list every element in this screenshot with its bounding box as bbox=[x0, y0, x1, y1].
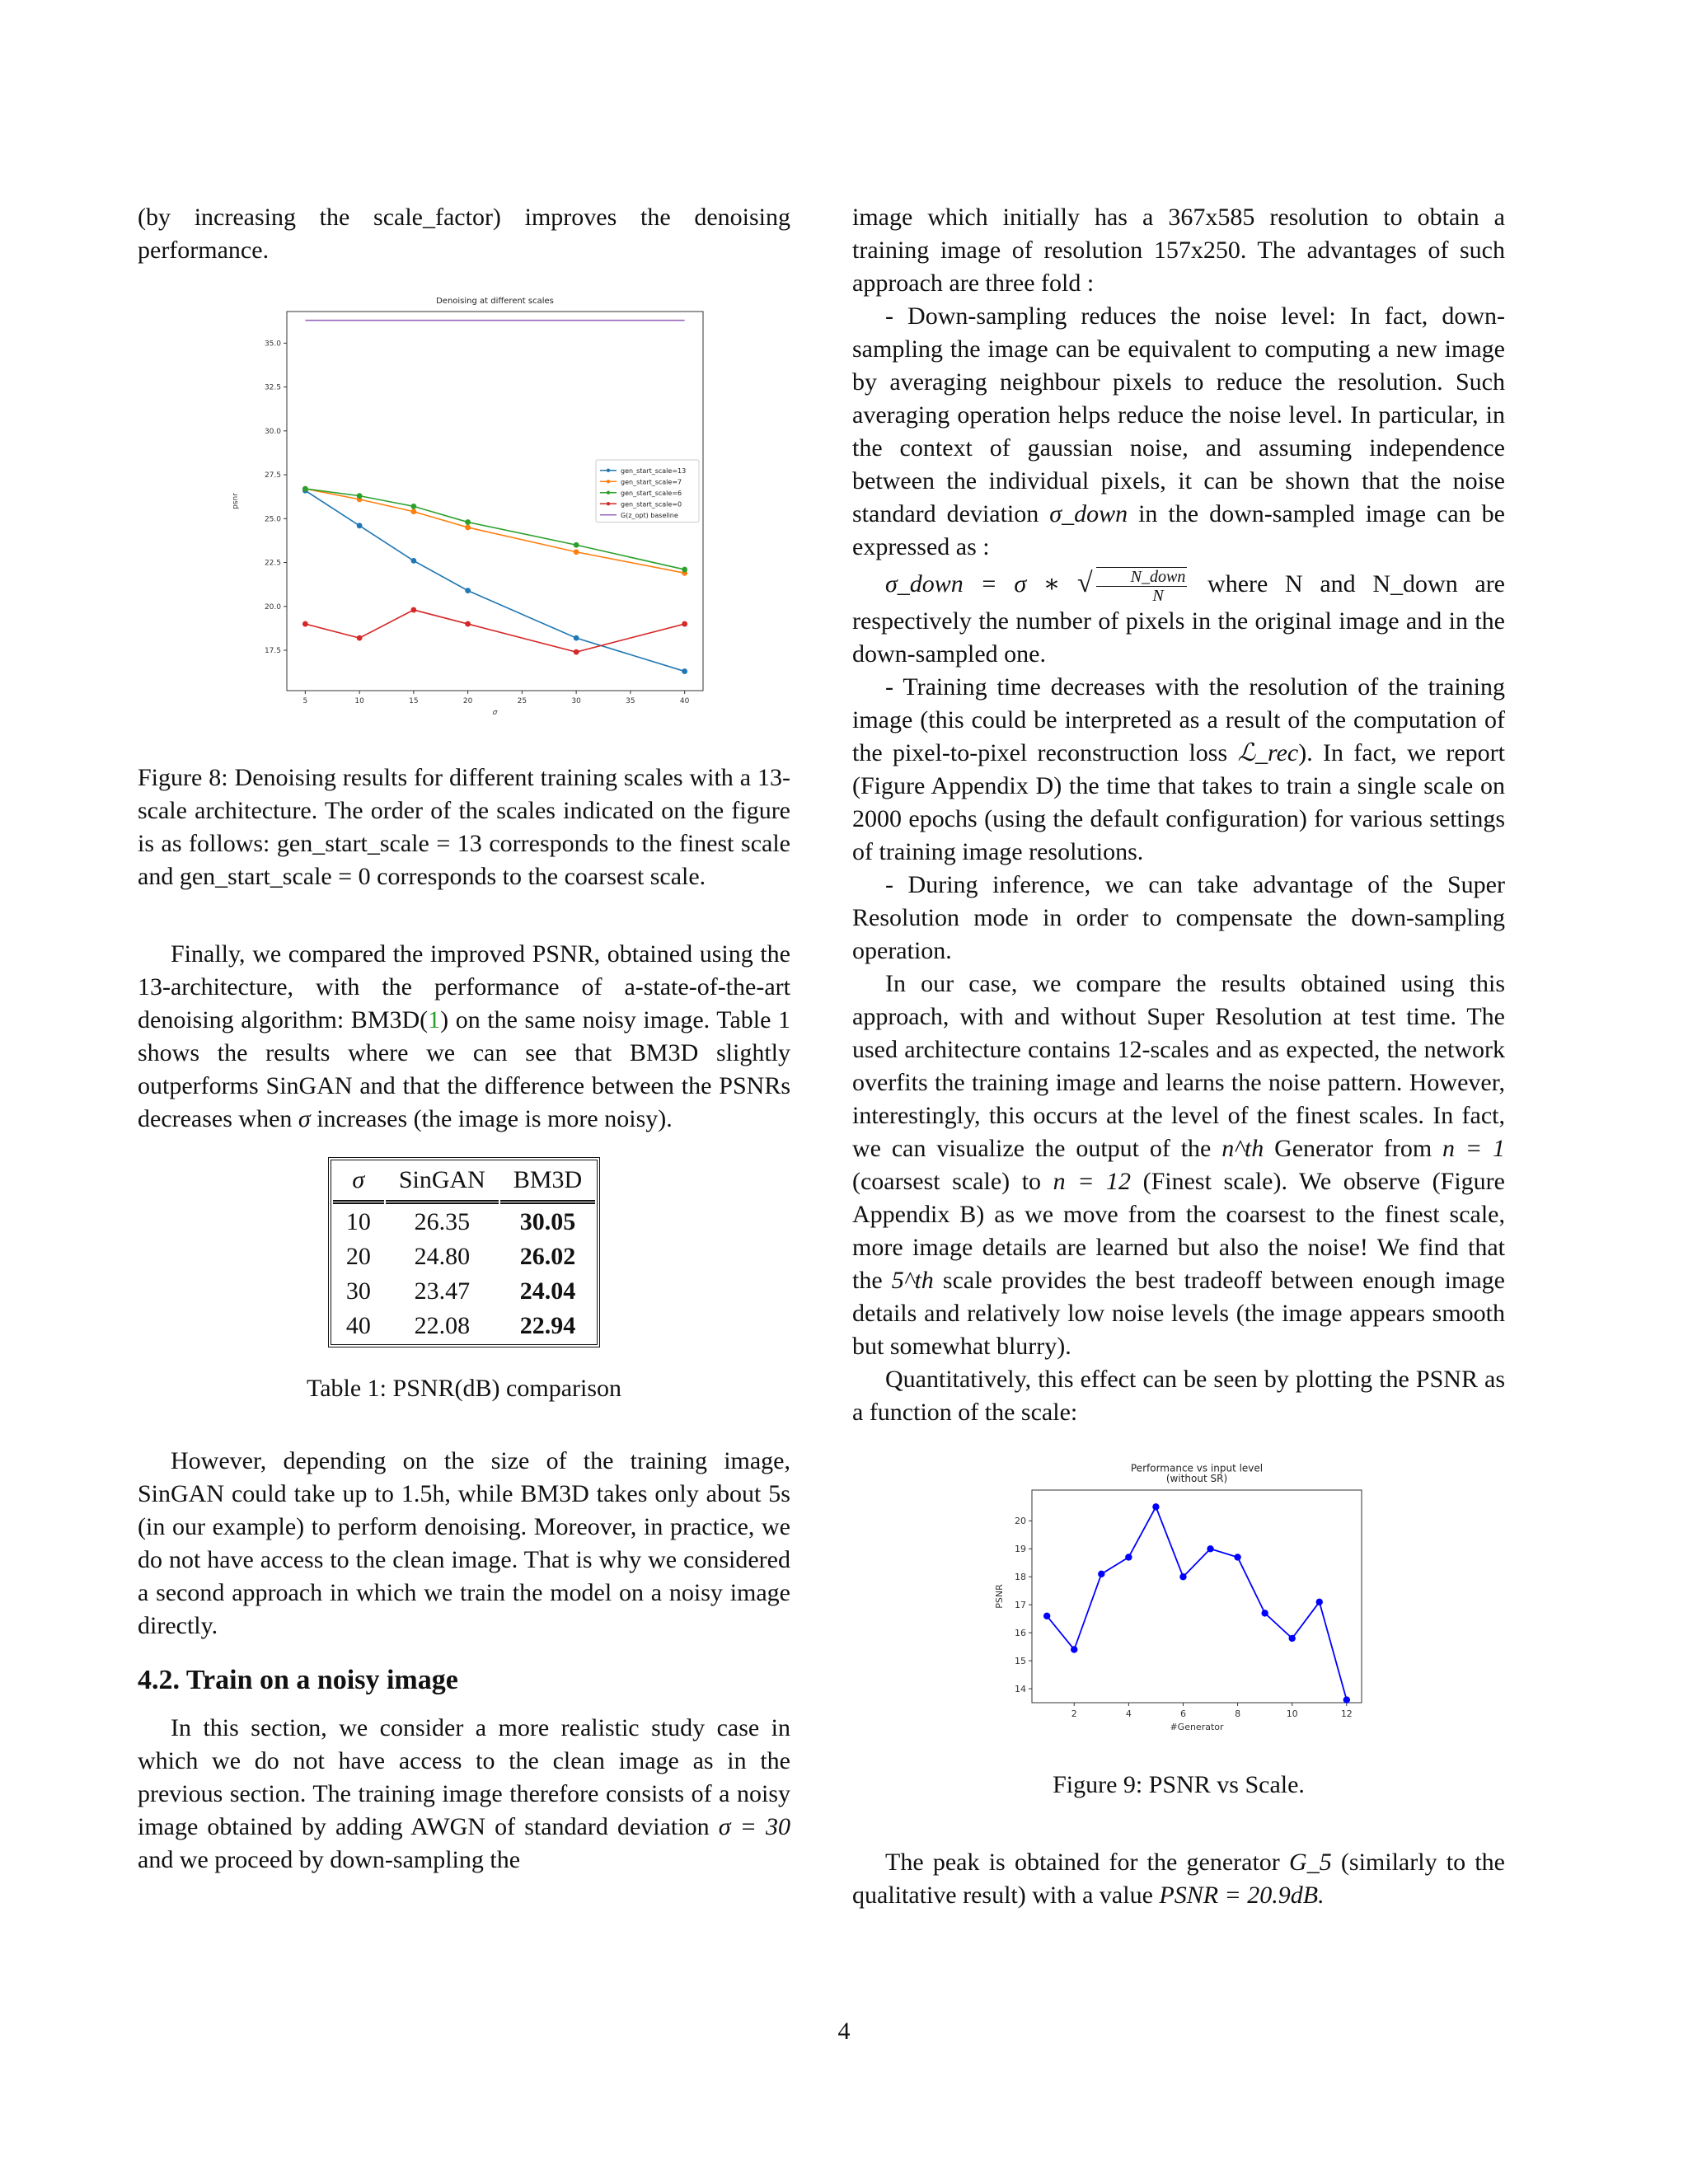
y-tick-label: 35.0 bbox=[264, 340, 281, 349]
data-point bbox=[410, 607, 416, 613]
chart-title: Denoising at different scales bbox=[436, 297, 554, 306]
paragraph-resolution: image which initially has a 367x585 resolution to obtain a training image of resolution 157x250. The advantages of such approach are three fold : bbox=[852, 204, 1505, 297]
y-tick-label: 17 bbox=[1015, 1600, 1026, 1611]
table-cell: 30.05 bbox=[519, 1208, 576, 1235]
data-point bbox=[1179, 1573, 1186, 1580]
x-tick-label: 30 bbox=[571, 697, 581, 705]
x-tick-label: 20 bbox=[462, 697, 473, 705]
y-tick-label: 17.5 bbox=[264, 647, 281, 656]
y-tick-label: 14 bbox=[1015, 1683, 1026, 1694]
data-point bbox=[302, 621, 308, 627]
table-cell: 26.02 bbox=[519, 1243, 576, 1270]
data-point bbox=[1152, 1503, 1159, 1510]
data-point bbox=[574, 549, 579, 555]
data-point bbox=[410, 558, 416, 564]
y-tick-label: 16 bbox=[1015, 1628, 1026, 1639]
data-point bbox=[465, 588, 471, 593]
left-column bbox=[138, 201, 790, 1877]
plot-frame bbox=[1032, 1490, 1362, 1703]
x-tick-label: 8 bbox=[1235, 1708, 1241, 1720]
y-tick-label: 18 bbox=[1015, 1572, 1026, 1583]
data-point bbox=[682, 621, 687, 627]
right-column bbox=[852, 201, 1505, 1912]
paragraph-training-time: - Training time decreases with the resolution of the training image (this could be interpreted as a result of the computation of the pixel-to-pixel reconstruction loss ℒ_rec). In fact, we report (Figure Appendix D) the time that takes to train a single scale on 2000 epochs (using the default configuration) for various settings of training image resolutions. bbox=[852, 673, 1505, 866]
data-point bbox=[1071, 1646, 1077, 1652]
legend-label: G(z_opt) baseline bbox=[621, 511, 678, 519]
table-row bbox=[333, 1275, 595, 1308]
figure-9-caption: Figure 9: PSNR vs Scale. bbox=[1053, 1771, 1305, 1799]
x-tick-label: 5 bbox=[302, 697, 308, 705]
y-tick-label: 32.5 bbox=[264, 383, 281, 392]
figure-9-chart bbox=[981, 1451, 1376, 1747]
page-number: 4 bbox=[837, 2018, 851, 2045]
data-point bbox=[410, 504, 416, 509]
paragraph-inference: - During inference, we can take advantage of the Super Resolution mode in order to compensate the down-sampling operation. bbox=[852, 871, 1505, 965]
x-axis-label: σ bbox=[492, 708, 498, 717]
y-tick-label: 25.0 bbox=[264, 515, 281, 524]
table-cell: 10 bbox=[345, 1208, 371, 1235]
figure-8-chart bbox=[209, 287, 720, 732]
legend-marker bbox=[607, 480, 610, 483]
x-axis-label: #Generator bbox=[1170, 1722, 1224, 1733]
psnr-table bbox=[328, 1157, 600, 1347]
paragraph-runtime: However, depending on the size of the training image, SinGAN could take up to 1.5h, while BM3D takes only about 5s (in our example) to perform denoising. Moreover, in practice, we do not have access to the clean image. That is why we considered a second approach in which we train the model on a noisy image directly. bbox=[138, 1447, 790, 1639]
equation-lhs: σ_down = σ ∗ bbox=[885, 570, 1061, 598]
chart-title: (without SR) bbox=[1165, 1473, 1228, 1485]
x-tick-label: 40 bbox=[679, 697, 690, 705]
chart-title: Performance vs input level bbox=[1130, 1462, 1264, 1474]
table-cell: 20 bbox=[345, 1243, 371, 1270]
table-row bbox=[333, 1240, 595, 1273]
figure-8-caption: Figure 8: Denoising results for different training scales with a 13-scale architecture. The order of the scales indicated on the figure is as follows: gen_start_scale = 13 corresponds to the finest scale and gen_start_scale = 0 corresponds to the coarsest scale. bbox=[138, 764, 790, 890]
data-point bbox=[465, 621, 471, 627]
paragraph-comparison: Finally, we compared the improved PSNR, obtained using the 13-architecture, with the performance of a-state-of-the-art denoising algorithm: BM3D(1) on the same noisy image. Table 1 shows the results where we can see that BM3D slightly outperforms SinGAN and that the difference between the PSNRs decreases when σ increases (the image is more noisy). bbox=[138, 940, 790, 1132]
x-tick-label: 10 bbox=[1286, 1708, 1298, 1720]
fraction: $\frac{\text{N\_down}}{N}$ bbox=[1096, 567, 1188, 605]
table-cell: 26.35 bbox=[414, 1208, 471, 1235]
legend-label: gen_start_scale=6 bbox=[621, 489, 682, 497]
data-point bbox=[1125, 1554, 1132, 1560]
table-header-bm3d: BM3D bbox=[500, 1162, 595, 1204]
data-point bbox=[1098, 1571, 1104, 1577]
data-point bbox=[1289, 1635, 1296, 1642]
series-line bbox=[1047, 1507, 1347, 1699]
data-point bbox=[465, 525, 471, 531]
paragraph-quantitative: Quantitatively, this effect can be seen by plotting the PSNR as a function of the scale: bbox=[852, 1366, 1505, 1427]
data-point bbox=[1261, 1610, 1268, 1616]
legend-label: gen_start_scale=7 bbox=[621, 478, 682, 486]
paragraph-intro: (by increasing the scale_factor) improves the denoising performance. bbox=[138, 204, 790, 264]
y-tick-label: 15 bbox=[1015, 1656, 1026, 1667]
data-point bbox=[410, 509, 416, 514]
table-cell: 22.08 bbox=[414, 1312, 471, 1339]
data-point bbox=[1343, 1697, 1350, 1704]
data-point bbox=[302, 486, 308, 492]
data-point bbox=[574, 635, 579, 641]
x-tick-label: 6 bbox=[1179, 1708, 1186, 1720]
data-point bbox=[1234, 1554, 1240, 1560]
legend-marker bbox=[607, 469, 610, 472]
y-tick-label: 20 bbox=[1015, 1516, 1026, 1527]
y-tick-label: 20.0 bbox=[264, 602, 281, 612]
data-point bbox=[1043, 1613, 1050, 1619]
data-point bbox=[357, 523, 363, 528]
paragraph-downsampling: - Down-sampling reduces the noise level: In fact, down-sampling the image can be equivalent to computing a new image by averaging neighbour pixels to reduce the resolution. Such averaging operation helps reduce the noise level. In particular, in the context of gaussian noise, and assuming independence between the individual pixels, it can be shown that the noise standard deviation σ_down in the down-sampled image can be expressed as : bbox=[852, 302, 1505, 560]
table-cell: 22.94 bbox=[519, 1312, 576, 1339]
legend-marker bbox=[607, 491, 610, 494]
x-tick-label: 12 bbox=[1340, 1708, 1353, 1720]
equation-line: σ_down = σ ∗ √ $\frac{\text{N\_down}}{N}$ where N and N_down are respectively the number of pixels in the original image and in the down-sampled one. bbox=[852, 568, 1505, 668]
table-cell: 24.80 bbox=[414, 1243, 471, 1270]
paragraph-peak: The peak is obtained for the generator G_5 (similarly to the qualitative result) with a value PSNR = 20.9dB. bbox=[852, 1849, 1505, 1910]
citation-link[interactable]: 1 bbox=[428, 1006, 441, 1033]
x-tick-label: 35 bbox=[626, 697, 635, 705]
legend-marker bbox=[607, 502, 610, 505]
sqrt-symbol: √ bbox=[1076, 568, 1093, 598]
y-tick-label: 30.0 bbox=[264, 427, 281, 436]
table-header-sigma: σ bbox=[333, 1162, 384, 1204]
data-point bbox=[465, 519, 471, 525]
y-tick-label: 27.5 bbox=[264, 471, 281, 480]
table-row bbox=[333, 1310, 595, 1343]
x-tick-label: 10 bbox=[354, 697, 364, 705]
y-tick-label: 19 bbox=[1015, 1544, 1026, 1555]
paragraph-noisy-training: In this section, we consider a more realistic study case in which we do not have access to the clean image as in the previous section. The training image therefore consists of a noisy image obtained by adding AWGN of standard deviation σ = 30 and we proceed by down-sampling the bbox=[138, 1714, 790, 1873]
series-line bbox=[305, 610, 684, 652]
x-tick-label: 4 bbox=[1125, 1708, 1132, 1720]
y-axis-label: PSNR bbox=[994, 1584, 1005, 1609]
table-header-row bbox=[333, 1162, 595, 1204]
data-point bbox=[574, 542, 579, 548]
y-tick-label: 22.5 bbox=[264, 559, 281, 568]
data-point bbox=[1316, 1599, 1323, 1605]
y-axis-label: psnr bbox=[232, 493, 240, 509]
legend-label: gen_start_scale=0 bbox=[621, 500, 682, 509]
table-header-singan: SinGAN bbox=[386, 1162, 499, 1204]
table-cell: 23.47 bbox=[414, 1277, 471, 1305]
data-point bbox=[682, 668, 687, 674]
x-tick-label: 25 bbox=[517, 697, 528, 705]
section-heading: 4.2. Train on a noisy image bbox=[138, 1665, 458, 1695]
table-cell: 40 bbox=[345, 1312, 371, 1339]
data-point bbox=[357, 635, 363, 641]
data-point bbox=[1207, 1545, 1213, 1552]
data-point bbox=[682, 567, 687, 573]
legend-label: gen_start_scale=13 bbox=[621, 466, 687, 475]
table-row bbox=[333, 1206, 595, 1239]
paragraph-case-study: In our case, we compare the results obtained using this approach, with and without Super Resolution at test time. The used architecture contains 12-scales and as expected, the network overfits the training image and learns the noise pattern. However, interestingly, this occurs at the level of the finest scales. In fact, we can visualize the output of the n^th Generator from n = 1 (coarsest scale) to n = 12 (Finest scale). We observe (Figure Appendix B) as we move from the coarsest to the finest scale, more image details are learned but also the noise! We find that the 5^th scale provides the best tradeoff between enough image details and relatively low noise levels (the image appears smooth but somewhat blurry). bbox=[852, 970, 1506, 1361]
data-point bbox=[357, 493, 363, 499]
table-cell: 24.04 bbox=[519, 1277, 576, 1305]
table-cell: 30 bbox=[345, 1277, 371, 1305]
x-tick-label: 15 bbox=[409, 697, 419, 705]
x-tick-label: 2 bbox=[1071, 1708, 1077, 1720]
data-point bbox=[574, 649, 579, 655]
table-1-caption: Table 1: PSNR(dB) comparison bbox=[306, 1375, 622, 1402]
